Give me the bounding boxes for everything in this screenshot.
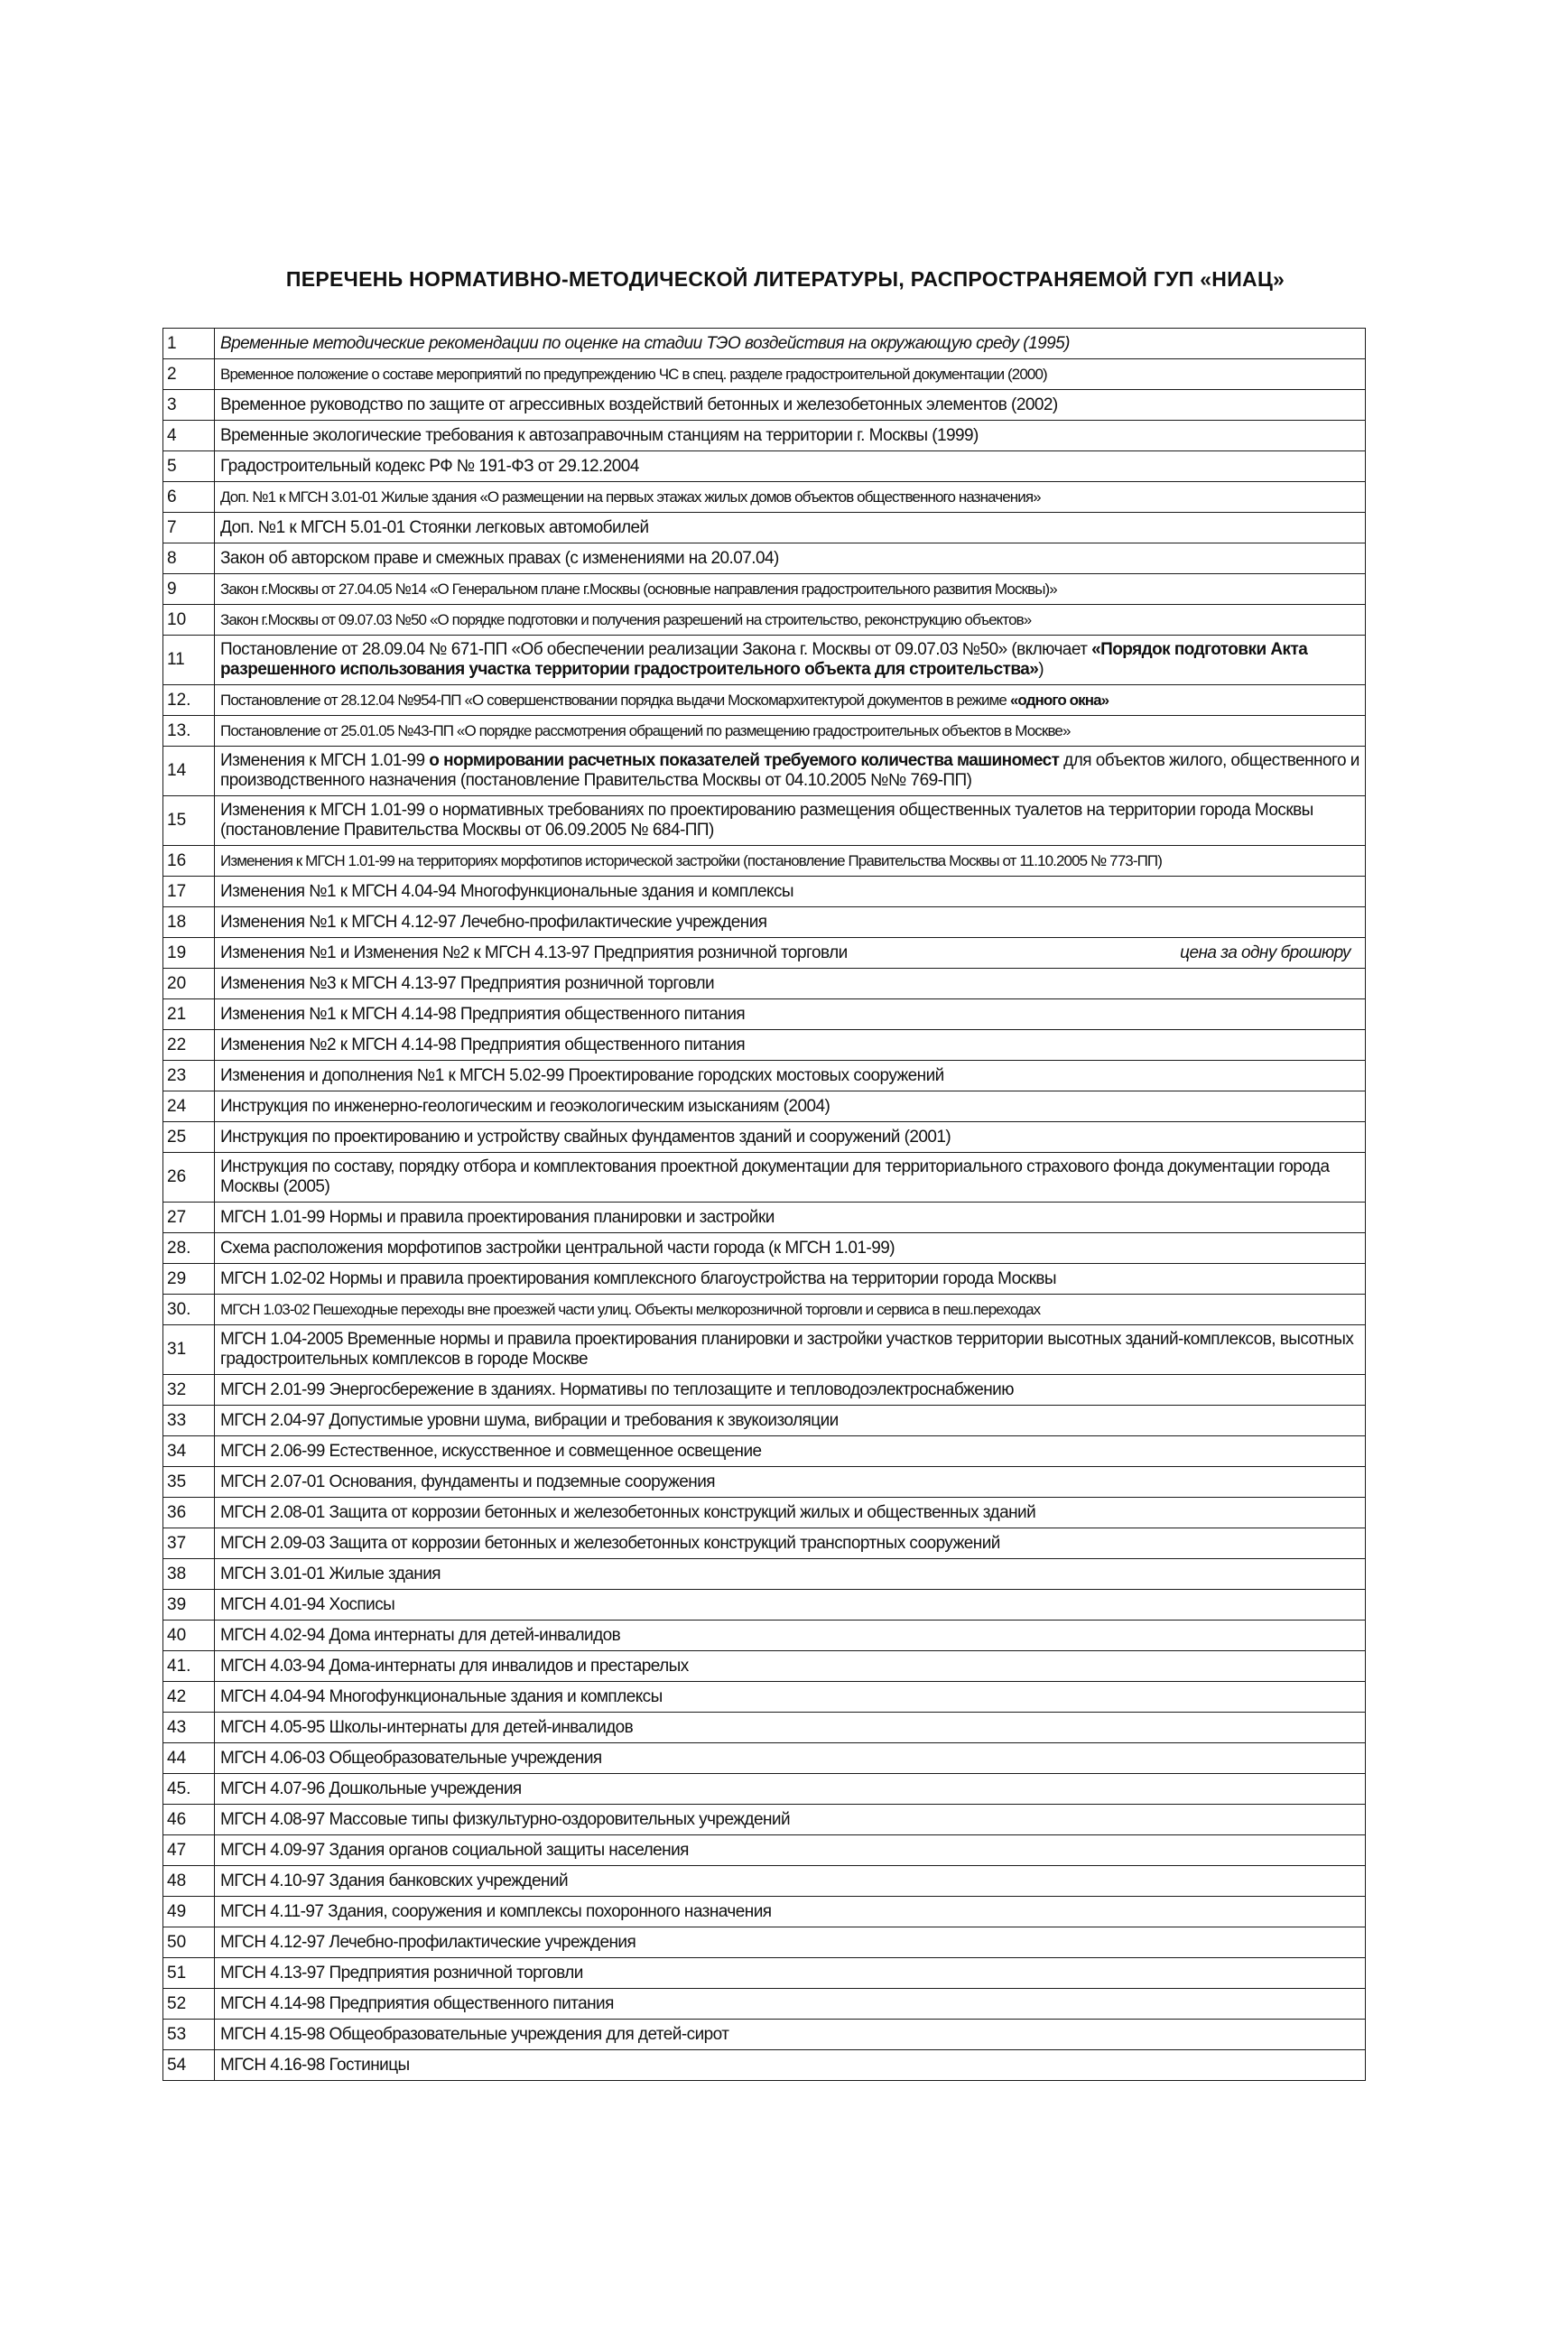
row-number: 6 — [163, 482, 215, 513]
row-number: 14 — [163, 747, 215, 796]
table-row — [163, 1030, 1366, 1061]
row-title: Изменения №1 к МГСН 4.12-97 Лечебно-профилактические учреждения — [215, 907, 1366, 938]
table-row — [163, 1866, 1366, 1897]
row-title: МГСН 4.02-94 Дома интернаты для детей-инвалидов — [215, 1621, 1366, 1651]
row-number: 3 — [163, 390, 215, 421]
row-title: МГСН 2.04-97 Допустимые уровни шума, вибрации и требования к звукоизоляции — [215, 1406, 1366, 1436]
row-number: 8 — [163, 543, 215, 574]
table-row — [163, 2050, 1366, 2081]
table-row — [163, 1295, 1366, 1325]
table-row — [163, 999, 1366, 1030]
row-title: МГСН 4.09-97 Здания органов социальной защиты населения — [215, 1835, 1366, 1866]
table-row — [163, 605, 1366, 636]
row-number: 48 — [163, 1866, 215, 1897]
row-title — [215, 938, 1366, 969]
row-number: 21 — [163, 999, 215, 1030]
row-number: 20 — [163, 969, 215, 999]
row-title: Изменения №3 к МГСН 4.13-97 Предприятия розничной торговли — [215, 969, 1366, 999]
table-row — [163, 1406, 1366, 1436]
table-row — [163, 1559, 1366, 1590]
row-number: 47 — [163, 1835, 215, 1866]
table-row — [163, 1989, 1366, 2020]
table-row — [163, 1122, 1366, 1153]
row-title: Изменения к МГСН 1.01-99 на территориях морфотипов исторической застройки (постановление Правительства Москвы от 11.10.2005 № 773-ПП) — [215, 846, 1366, 877]
table-row — [163, 1436, 1366, 1467]
row-number: 23 — [163, 1061, 215, 1091]
row-number: 40 — [163, 1621, 215, 1651]
table-row — [163, 543, 1366, 574]
row-title: МГСН 1.01-99 Нормы и правила проектирования планировки и застройки — [215, 1203, 1366, 1233]
row-number: 18 — [163, 907, 215, 938]
row-title: МГСН 4.04-94 Многофункциональные здания и комплексы — [215, 1682, 1366, 1713]
table-row — [163, 1375, 1366, 1406]
row-title: МГСН 2.09-03 Защита от коррозии бетонных и железобетонных конструкций транспортных сооружений — [215, 1528, 1366, 1559]
row-title: Доп. №1 к МГСН 3.01-01 Жилые здания «О размещении на первых этажах жилых домов объектов общественного назначения» — [215, 482, 1366, 513]
row-number: 39 — [163, 1590, 215, 1621]
row-title: МГСН 2.08-01 Защита от коррозии бетонных и железобетонных конструкций жилых и общественных зданий — [215, 1498, 1366, 1528]
row-title: Временное положение о составе мероприятий по предупреждению ЧС в спец. разделе градостроительной документации (2000) — [215, 359, 1366, 390]
table-row — [163, 1153, 1366, 1203]
table-row — [163, 907, 1366, 938]
row-number: 54 — [163, 2050, 215, 2081]
row-title: Изменения №2 к МГСН 4.14-98 Предприятия общественного питания — [215, 1030, 1366, 1061]
table-row — [163, 482, 1366, 513]
row-title: Закон г.Москвы от 27.04.05 №14 «О Генеральном плане г.Москвы (основные направления градостроительного развития Москвы)» — [215, 574, 1366, 605]
table-row — [163, 716, 1366, 747]
table-row — [163, 1091, 1366, 1122]
row-title-part: Изменения к МГСН 1.01-99 — [220, 751, 430, 770]
table-row — [163, 938, 1366, 969]
row-title: Инструкция по инженерно-геологическим и геоэкологическим изысканиям (2004) — [215, 1091, 1366, 1122]
row-title: Схема расположения морфотипов застройки центральной части города (к МГСН 1.01-99) — [215, 1233, 1366, 1264]
row-title: Инструкция по составу, порядку отбора и комплектования проектной документации для территориального страхового фонда документации города Москвы (2005) — [215, 1153, 1366, 1203]
row-number: 45. — [163, 1774, 215, 1805]
row-number: 36 — [163, 1498, 215, 1528]
row-title: МГСН 1.02-02 Нормы и правила проектирования комплексного благоустройства на территории города Москвы — [215, 1264, 1366, 1295]
row-title: МГСН 2.01-99 Энергосбережение в зданиях. Нормативы по теплозащите и тепловодоэлектроснабжению — [215, 1375, 1366, 1406]
row-title: МГСН 4.06-03 Общеобразовательные учреждения — [215, 1743, 1366, 1774]
row-title: Закон об авторском праве и смежных правах (с изменениями на 20.07.04) — [215, 543, 1366, 574]
table-row — [163, 1651, 1366, 1682]
row-title: МГСН 2.06-99 Естественное, искусственное и совмещенное освещение — [215, 1436, 1366, 1467]
row-title: МГСН 4.14-98 Предприятия общественного питания — [215, 1989, 1366, 2020]
row-title: МГСН 3.01-01 Жилые здания — [215, 1559, 1366, 1590]
row-title: Градостроительный кодекс РФ № 191-ФЗ от 29.12.2004 — [215, 451, 1366, 482]
table-row — [163, 969, 1366, 999]
table-row — [163, 1467, 1366, 1498]
row-title — [215, 685, 1366, 716]
row-number: 29 — [163, 1264, 215, 1295]
table-row — [163, 1774, 1366, 1805]
row-number: 30. — [163, 1295, 215, 1325]
row-number: 42 — [163, 1682, 215, 1713]
row-title: Временные методические рекомендации по оценке на стадии ТЭО воздействия на окружающую среду (1995) — [215, 329, 1366, 359]
table-row — [163, 2020, 1366, 2050]
row-number: 26 — [163, 1153, 215, 1203]
row-number: 12. — [163, 685, 215, 716]
table-row — [163, 1528, 1366, 1559]
row-number: 10 — [163, 605, 215, 636]
table-row — [163, 451, 1366, 482]
row-number: 31 — [163, 1325, 215, 1375]
row-number: 27 — [163, 1203, 215, 1233]
row-number: 19 — [163, 938, 215, 969]
row-title: Временное руководство по защите от агрессивных воздействий бетонных и железобетонных элементов (2002) — [215, 390, 1366, 421]
row-title-part: ) — [1038, 660, 1044, 679]
table-row — [163, 1498, 1366, 1528]
row-title: МГСН 2.07-01 Основания, фундаменты и подземные сооружения — [215, 1467, 1366, 1498]
row-number: 28. — [163, 1233, 215, 1264]
row-title: Постановление от 25.01.05 №43-ПП «О порядке рассмотрения обращений по размещению градостроительных объектов в Москве» — [215, 716, 1366, 747]
table-row — [163, 846, 1366, 877]
row-number: 33 — [163, 1406, 215, 1436]
row-number: 32 — [163, 1375, 215, 1406]
table-row — [163, 1835, 1366, 1866]
row-title — [215, 747, 1366, 796]
row-number: 13. — [163, 716, 215, 747]
table-row — [163, 685, 1366, 716]
row-number: 1 — [163, 329, 215, 359]
table-row — [163, 796, 1366, 846]
row-number: 9 — [163, 574, 215, 605]
row-number: 5 — [163, 451, 215, 482]
row-number: 15 — [163, 796, 215, 846]
table-row — [163, 1682, 1366, 1713]
row-title-bold-part: о нормировании расчетных показателей требуемого количества машиномест — [429, 751, 1060, 770]
row-title: Доп. №1 к МГСН 5.01-01 Стоянки легковых автомобилей — [215, 513, 1366, 543]
row-number: 43 — [163, 1713, 215, 1743]
table-row — [163, 329, 1366, 359]
row-title: МГСН 4.15-98 Общеобразовательные учреждения для детей-сирот — [215, 2020, 1366, 2050]
table-row — [163, 1897, 1366, 1927]
table-row — [163, 1203, 1366, 1233]
row-number: 7 — [163, 513, 215, 543]
row-number: 44 — [163, 1743, 215, 1774]
row-title: МГСН 4.03-94 Дома-интернаты для инвалидов и престарелых — [215, 1651, 1366, 1682]
table-row — [163, 1621, 1366, 1651]
table-row — [163, 636, 1366, 685]
row-number: 49 — [163, 1897, 215, 1927]
table-row — [163, 1061, 1366, 1091]
table-row — [163, 574, 1366, 605]
row-title-part: Изменения №1 и Изменения №2 к МГСН 4.13-97 Предприятия розничной торговли — [220, 943, 848, 962]
row-number: 46 — [163, 1805, 215, 1835]
row-title-part: для объектов жилого, общественного и производственного назначения (постановление Правительства Москвы от 04.10.2005 №№ 769-ПП) — [220, 751, 1359, 790]
row-title: МГСН 4.13-97 Предприятия розничной торговли — [215, 1958, 1366, 1989]
table-row — [163, 747, 1366, 796]
row-title: Изменения №1 к МГСН 4.04-94 Многофункциональные здания и комплексы — [215, 877, 1366, 907]
table-row — [163, 1713, 1366, 1743]
row-title: МГСН 4.08-97 Массовые типы физкультурно-оздоровительных учреждений — [215, 1805, 1366, 1835]
row-title: МГСН 4.05-95 Школы-интернаты для детей-инвалидов — [215, 1713, 1366, 1743]
row-title: МГСН 4.16-98 Гостиницы — [215, 2050, 1366, 2081]
row-number: 34 — [163, 1436, 215, 1467]
price-note: цена за одну брошюру — [1180, 943, 1350, 962]
row-number: 4 — [163, 421, 215, 451]
table-row — [163, 513, 1366, 543]
row-title: Изменения и дополнения №1 к МГСН 5.02-99 Проектирование городских мостовых сооружений — [215, 1061, 1366, 1091]
row-number: 2 — [163, 359, 215, 390]
table-row — [163, 1590, 1366, 1621]
row-title-part: Постановление от 28.12.04 №954-ПП «О совершенствовании порядка выдачи Москомархитектурой документов в режиме — [220, 691, 1010, 709]
row-title: Временные экологические требования к автозаправочным станциям на территории г. Москвы (1999) — [215, 421, 1366, 451]
table-row — [163, 1743, 1366, 1774]
row-number: 51 — [163, 1958, 215, 1989]
row-title: МГСН 4.12-97 Лечебно-профилактические учреждения — [215, 1927, 1366, 1958]
row-title: МГСН 4.10-97 Здания банковских учреждений — [215, 1866, 1366, 1897]
row-number: 24 — [163, 1091, 215, 1122]
row-title: Изменения к МГСН 1.01-99 о нормативных требованиях по проектированию размещения общественных туалетов на территории города Москвы (постановление Правительства Москвы от 06.09.2005 № 684-ПП) — [215, 796, 1366, 846]
row-number: 37 — [163, 1528, 215, 1559]
row-title — [215, 636, 1366, 685]
table-row — [163, 421, 1366, 451]
row-title: Закон г.Москвы от 09.07.03 №50 «О порядке подготовки и получения разрешений на строительство, реконструкцию объектов» — [215, 605, 1366, 636]
row-number: 17 — [163, 877, 215, 907]
row-title: Инструкция по проектированию и устройству свайных фундаментов зданий и сооружений (2001) — [215, 1122, 1366, 1153]
table-row — [163, 1927, 1366, 1958]
literature-table — [162, 328, 1366, 2081]
row-number: 35 — [163, 1467, 215, 1498]
row-number: 22 — [163, 1030, 215, 1061]
row-number: 16 — [163, 846, 215, 877]
row-title: Изменения №1 к МГСН 4.14-98 Предприятия общественного питания — [215, 999, 1366, 1030]
row-title: МГСН 4.01-94 Хосписы — [215, 1590, 1366, 1621]
row-number: 53 — [163, 2020, 215, 2050]
row-number: 38 — [163, 1559, 215, 1590]
row-number: 41. — [163, 1651, 215, 1682]
row-number: 11 — [163, 636, 215, 685]
row-title: МГСН 4.07-96 Дошкольные учреждения — [215, 1774, 1366, 1805]
table-row — [163, 1325, 1366, 1375]
row-number: 25 — [163, 1122, 215, 1153]
row-title: МГСН 1.03-02 Пешеходные переходы вне проезжей части улиц. Объекты мелкорозничной торговли и сервиса в пеш.переходах — [215, 1295, 1366, 1325]
row-title: МГСН 4.11-97 Здания, сооружения и комплексы похоронного назначения — [215, 1897, 1366, 1927]
table-row — [163, 1264, 1366, 1295]
row-number: 52 — [163, 1989, 215, 2020]
table-row — [163, 877, 1366, 907]
table-row — [163, 1233, 1366, 1264]
row-number: 50 — [163, 1927, 215, 1958]
table-row — [163, 1805, 1366, 1835]
page-title: ПЕРЕЧЕНЬ НОРМАТИВНО-МЕТОДИЧЕСКОЙ ЛИТЕРАТУРЫ, РАСПРОСТРАНЯЕМОЙ ГУП «НИАЦ» — [285, 267, 1285, 291]
table-row — [163, 359, 1366, 390]
row-title-part: Постановление от 28.09.04 № 671-ПП «Об обеспечении реализации Закона г. Москвы от 09.07.03 №50» (включает — [220, 640, 1092, 659]
row-title-bold-part: «Порядок подготовки Акта разрешенного использования участка территории градостроительного объекта для строительства» — [220, 640, 1308, 679]
row-title: МГСН 1.04-2005 Временные нормы и правила проектирования планировки и застройки участков территории высотных зданий-комплексов, высотных градостроительных комплексов в городе Москве — [215, 1325, 1366, 1375]
table-row — [163, 390, 1366, 421]
row-title-bold-part: «одного окна» — [1009, 691, 1109, 709]
table-row — [163, 1958, 1366, 1989]
